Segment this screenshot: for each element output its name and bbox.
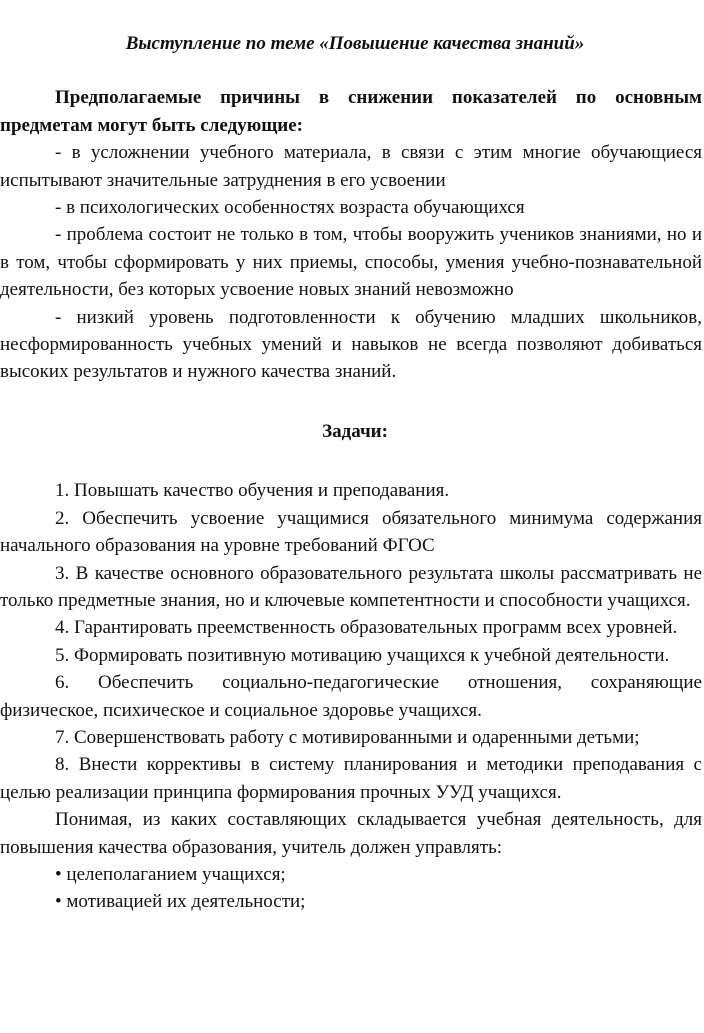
task-item: 5. Формировать позитивную мотивацию учащихся к учебной деятельности. bbox=[55, 644, 670, 666]
task-item: 6. Обеспечить социально-педагогические отношения, сохраняющие физическое, психическое и социальное здоровье учащихся. bbox=[0, 672, 702, 721]
task-item: 4. Гарантировать преемственность образовательных программ всех уровней. bbox=[55, 617, 678, 639]
reason-item: - проблема состоит не только в том, чтобы вооружить учеников знаниями, но и в том, чтобы сформировать у них приемы, способы, умения учебно-познавательной деятельности, без которых усвоение новых знаний невозможно bbox=[0, 224, 702, 301]
spacer bbox=[0, 386, 702, 418]
task-item: 1. Повышать качество обучения и преподавания. bbox=[55, 480, 450, 502]
spacer bbox=[0, 445, 702, 477]
reason-item: - низкий уровень подготовленности к обучению младших школьников, несформированность учебных умений и навыков не всегда позволяют добиваться высоких результатов и нужного качества знаний. bbox=[0, 306, 702, 383]
document-title: Выступление по теме «Повышение качества знаний» bbox=[125, 33, 585, 54]
task-item: 7. Совершенствовать работу с мотивированными и одаренными детьми; bbox=[55, 726, 640, 748]
bullet-item: • мотивацией их деятельности; bbox=[55, 891, 306, 913]
bullet-item: • целеполаганием учащихся; bbox=[55, 863, 286, 885]
task-item: 3. В качестве основного образовательного результата школы рассматривать не только предметные знания, но и ключевые компетентности и способности учащихся. bbox=[0, 562, 702, 611]
reason-item: - в психологических особенностях возраста обучающихся bbox=[55, 197, 525, 219]
reason-item: - в усложнении учебного материала, в связи с этим многие обучающиеся испытывают значительные затруднения в его усвоении bbox=[0, 142, 702, 191]
closing-paragraph: Понимая, из каких составляющих складывается учебная деятельность, для повышения качества образования, учитель должен управлять: bbox=[0, 809, 702, 858]
task-item: 2. Обеспечить усвоение учащимися обязательного минимума содержания начального образования на уровне требований ФГОС bbox=[0, 507, 702, 557]
task-item: 8. Внести коррективы в систему планирования и методики преподавания с целью реализации принципа формирования прочных УУД учащихся. bbox=[0, 754, 702, 803]
tasks-heading: Задачи: bbox=[322, 420, 388, 442]
reasons-lead: Предполагаемые причины в снижении показателей по основным предметам могут быть следующие: bbox=[0, 87, 702, 136]
